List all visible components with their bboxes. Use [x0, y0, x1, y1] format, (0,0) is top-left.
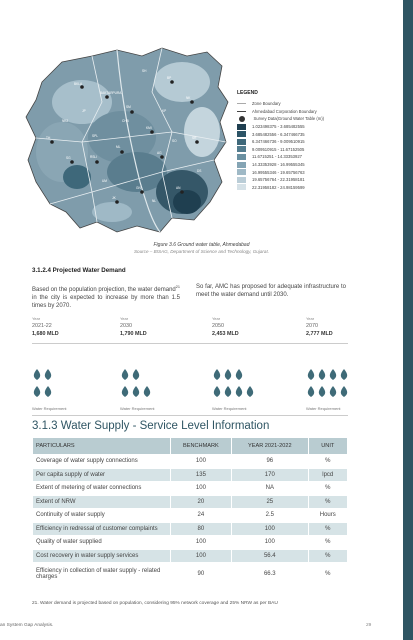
map-place-label: DS — [197, 169, 202, 173]
map-place-label: SPL — [92, 134, 99, 138]
legend-item — [237, 146, 387, 154]
year-label: Year — [212, 316, 221, 321]
legend-item — [237, 100, 387, 108]
year-label: Year — [120, 316, 129, 321]
table-row — [33, 522, 348, 536]
water-drop-icon — [247, 386, 253, 397]
survey-point — [160, 155, 164, 159]
cell-particulars: Extent of metering of water connections — [33, 482, 171, 496]
header-benchmark: BENCHMARK — [170, 438, 231, 455]
header-year: YEAR 2021-2022 — [232, 438, 309, 455]
map-place-label: NL — [152, 199, 157, 203]
legend-label: 1.023498375 - 3.685482555 — [252, 124, 305, 130]
water-drop-icon — [214, 369, 220, 380]
paragraph-infrastructure: So far, AMC has proposed for adequate infrastructure to meet the water demand until 2030. — [196, 284, 346, 299]
map-place-label: AN — [176, 186, 181, 190]
map-place-label: SG — [66, 156, 71, 160]
legend-label: 11.6715251 - 14.33353927 — [252, 154, 302, 160]
map-place-label: SO — [172, 139, 177, 143]
legend-item — [237, 123, 387, 131]
water-drop-icon — [225, 386, 231, 397]
legend-swatch — [237, 131, 246, 137]
table-header-row — [33, 438, 348, 455]
cell-year: 66.3 — [232, 563, 309, 586]
legend-item — [237, 168, 387, 176]
demand-value: 2,777 MLD — [306, 331, 333, 337]
cell-unit: Hours — [308, 509, 347, 523]
header-particulars: PARTICULARS — [33, 438, 171, 455]
map-place-label: UM — [102, 179, 107, 183]
paragraph-demand — [32, 283, 180, 311]
water-drops-2070 — [306, 367, 366, 401]
survey-point — [170, 80, 174, 84]
map-place-label: BAKTARPURA — [100, 91, 122, 95]
legend-label: 9.009510915 - 11.67152505 — [252, 146, 305, 152]
water-drop-icon — [133, 369, 139, 380]
map-place-label: BP — [167, 76, 172, 80]
cell-benchmark: 24 — [170, 509, 231, 523]
map-zone-darkest-se — [173, 190, 201, 214]
map-zone-light-ne — [154, 62, 210, 102]
map-place-label: CHB — [122, 119, 129, 123]
map-zone-light-s — [92, 202, 132, 222]
water-drops-2030 — [120, 367, 180, 401]
legend-label: Zone Boundary — [252, 101, 281, 107]
legend-swatch — [237, 124, 246, 130]
cell-year: 25 — [232, 495, 309, 509]
survey-point — [195, 140, 199, 144]
map-zone-dark-w — [63, 165, 91, 189]
cell-benchmark: 100 — [170, 536, 231, 550]
legend-title: LEGEND — [237, 90, 258, 96]
map-place-label: JK — [112, 196, 116, 200]
water-requirement-label: Water Requirement — [120, 406, 155, 411]
table-row — [33, 549, 348, 563]
cell-particulars: Efficiency in redressal of customer complaints — [33, 522, 171, 536]
map-place-label: NK — [186, 96, 191, 100]
cell-unit: % — [308, 563, 347, 586]
footnote-ref: 21 — [175, 285, 180, 289]
para1-text: Based on the population projection, the water demand — [32, 287, 176, 293]
legend-swatch — [239, 116, 245, 122]
cell-particulars: Cost recovery in water supply services — [33, 549, 171, 563]
water-drop-icon — [330, 369, 336, 380]
cell-year: 170 — [232, 468, 309, 482]
figure-source: Source – BISAG, Department of Science and Technology, Gujarat. — [133, 249, 270, 254]
projection-2021-22 — [32, 316, 102, 337]
water-drop-icon — [236, 369, 242, 380]
survey-point — [50, 140, 54, 144]
year-label: Year — [306, 316, 315, 321]
map-place-label: KP — [162, 109, 167, 113]
cell-year: 96 — [232, 455, 309, 469]
cell-benchmark: 20 — [170, 495, 231, 509]
map-place-label: SH — [142, 69, 147, 73]
cell-benchmark: 80 — [170, 522, 231, 536]
cell-year: NA — [232, 482, 309, 496]
cell-unit: % — [308, 549, 347, 563]
table-row — [33, 455, 348, 469]
water-drops-2021-22 — [32, 367, 92, 401]
cell-unit: % — [308, 495, 347, 509]
water-drop-icon — [34, 369, 40, 380]
water-drop-icon — [341, 386, 347, 397]
legend-swatch — [237, 184, 246, 190]
legend-item — [237, 176, 387, 184]
legend-swatch — [237, 146, 246, 152]
projection-2050 — [212, 316, 282, 337]
water-drop-icon — [45, 369, 51, 380]
legend-label: 14.33353928 - 16.99555345 — [252, 162, 305, 168]
map-legend — [237, 90, 387, 191]
cell-benchmark: 100 — [170, 549, 231, 563]
map-place-label: BKLA — [74, 82, 83, 86]
cell-unit: % — [308, 482, 347, 496]
map-place-label: SM — [126, 105, 131, 109]
table-row — [33, 563, 348, 586]
cell-benchmark: 90 — [170, 563, 231, 586]
table-row — [33, 509, 348, 523]
survey-point — [140, 190, 144, 194]
water-drop-icon — [330, 386, 336, 397]
divider-top — [32, 343, 348, 344]
table-row — [33, 536, 348, 550]
table-row — [33, 482, 348, 496]
water-requirement-label: Water Requirement — [32, 406, 67, 411]
map-place-label: RSLI — [90, 155, 98, 159]
map-place-label: SR — [192, 136, 197, 140]
groundwater-map — [22, 42, 237, 237]
demand-value: 2,453 MLD — [212, 331, 239, 337]
water-drop-icon — [319, 386, 325, 397]
legend-label: Ahmedabad Corporation Boundary — [252, 108, 317, 114]
cell-benchmark: 100 — [170, 482, 231, 496]
demand-value: 1,680 MLD — [32, 331, 59, 337]
service-level-table — [32, 437, 348, 586]
survey-point — [70, 160, 74, 164]
legend-label: 19.65756764 - 22.31958181 — [252, 177, 305, 183]
footer-text: an System Gap Analysis. — [0, 623, 54, 628]
cell-unit: % — [308, 522, 347, 536]
water-drop-icon — [236, 386, 242, 397]
header-unit: UNIT — [308, 438, 347, 455]
table-row — [33, 468, 348, 482]
water-drop-icon — [214, 386, 220, 397]
survey-point — [95, 160, 99, 164]
water-drop-icon — [122, 369, 128, 380]
map-place-label: AG — [157, 151, 162, 155]
cell-benchmark: 135 — [170, 468, 231, 482]
legend-label: Survey Data(Ground Water Table (m)) — [253, 116, 325, 122]
legend-swatch — [237, 169, 246, 175]
cell-particulars: Quality of water supplied — [33, 536, 171, 550]
water-drop-icon — [341, 369, 347, 380]
legend-label: 3.685482556 - 6.347466735 — [252, 131, 305, 137]
demand-value: 1,790 MLD — [120, 331, 147, 337]
year-label: Year — [32, 316, 41, 321]
survey-point — [180, 190, 184, 194]
page-edge-strip — [403, 0, 413, 640]
legend-swatch — [237, 177, 246, 183]
water-drop-icon — [308, 386, 314, 397]
cell-unit: % — [308, 536, 347, 550]
legend-rows — [237, 100, 387, 191]
cell-year: 100 — [232, 536, 309, 550]
table-row — [33, 495, 348, 509]
section-subheading: 3.1.2.4 Projected Water Demand — [32, 267, 126, 274]
map-place-label: NK2 — [62, 119, 69, 123]
survey-point — [105, 95, 109, 99]
para1-rest: in the city is expected to increase by more than 1.5 times by 2070. — [32, 295, 180, 310]
survey-point — [190, 100, 194, 104]
survey-point — [115, 200, 119, 204]
water-drop-icon — [225, 369, 231, 380]
year-value: 2070 — [306, 323, 318, 329]
year-value: 2030 — [120, 323, 132, 329]
survey-point — [130, 110, 134, 114]
map-place-label: TH — [46, 136, 51, 140]
main-heading: 3.1.3 Water Supply - Service Level Information — [32, 420, 270, 432]
table-body — [33, 455, 348, 586]
legend-swatch — [237, 103, 246, 104]
legend-label: 16.99555346 - 19.65756763 — [252, 169, 305, 175]
water-drop-icon — [45, 386, 51, 397]
water-drop-icon — [319, 369, 325, 380]
projection-2030 — [120, 316, 190, 337]
cell-particulars: Per capita supply of water — [33, 468, 171, 482]
map-zone-light-e — [184, 107, 220, 157]
survey-point — [150, 130, 154, 134]
water-drops-2050 — [212, 367, 272, 401]
water-requirement-label: Water Requirement — [212, 406, 247, 411]
water-drop-icon — [144, 386, 150, 397]
map-place-label: JP — [82, 109, 86, 113]
survey-point — [120, 150, 124, 154]
figure-caption: Figure 3.6 Ground water table, Ahmedabad — [153, 242, 250, 248]
cell-year: 100 — [232, 522, 309, 536]
water-drop-icon — [308, 369, 314, 380]
cell-particulars: Extent of NRW — [33, 495, 171, 509]
legend-item — [237, 115, 387, 123]
legend-label: 22.31958182 - 24.98159599 — [252, 184, 305, 190]
legend-swatch — [237, 139, 246, 145]
page-number: 29 — [366, 623, 372, 628]
cell-particulars: Efficiency in collection of water supply - related charges — [33, 563, 171, 586]
water-drop-icon — [34, 386, 40, 397]
cell-benchmark: 100 — [170, 455, 231, 469]
legend-item — [237, 161, 387, 169]
map-place-label: KMI — [146, 126, 152, 130]
legend-item — [237, 153, 387, 161]
legend-label: 6.347466736 - 9.009510915 — [252, 139, 305, 145]
footnote: 21. Water demand is projected based on population, considering 95% network coverage and 25% NRW as per BAU — [32, 601, 278, 606]
projection-2070 — [306, 316, 376, 337]
cell-particulars: Coverage of water supply connections — [33, 455, 171, 469]
cell-year: 2.5 — [232, 509, 309, 523]
cell-unit: % — [308, 455, 347, 469]
legend-item — [237, 130, 387, 138]
year-value: 2021-22 — [32, 323, 52, 329]
legend-swatch — [237, 111, 246, 112]
cell-unit: lpcd — [308, 468, 347, 482]
legend-swatch — [237, 162, 246, 168]
divider-bottom — [32, 415, 348, 416]
legend-item — [237, 108, 387, 116]
legend-item — [237, 184, 387, 192]
map-place-label: GN — [136, 186, 141, 190]
map-place-label: ML — [116, 145, 121, 149]
legend-item — [237, 138, 387, 146]
legend-swatch — [237, 154, 246, 160]
year-value: 2050 — [212, 323, 224, 329]
cell-year: 56.4 — [232, 549, 309, 563]
water-drop-icon — [133, 386, 139, 397]
water-requirement-label: Water Requirement — [306, 406, 341, 411]
water-drop-icon — [122, 386, 128, 397]
cell-particulars: Continuity of water supply — [33, 509, 171, 523]
